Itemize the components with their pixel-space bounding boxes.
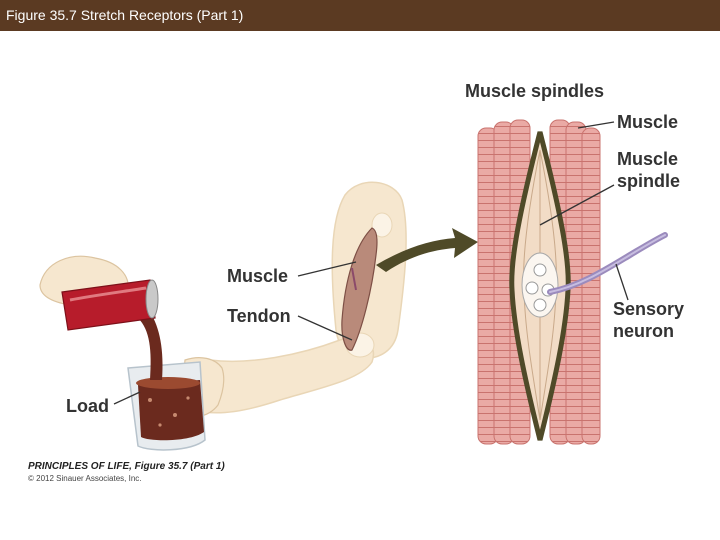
copyright-credit: © 2012 Sinauer Associates, Inc.: [28, 474, 142, 483]
sensory-neuron-label-line2: neuron: [613, 321, 674, 341]
tendon-label: Tendon: [227, 306, 291, 326]
load-label: Load: [66, 396, 109, 416]
figure-credit: PRINCIPLES OF LIFE, Figure 35.7 (Part 1): [28, 461, 225, 472]
sensory-neuron-label-line1: Sensory: [613, 299, 685, 319]
arm: [205, 182, 406, 413]
muscle-spindles-heading: Muscle spindles: [465, 81, 605, 101]
page-title: Figure 35.7 Stretch Receptors (Part 1): [6, 7, 244, 23]
muscle-spindle-label-line1: Muscle: [617, 149, 679, 169]
muscle-label-arm: Muscle: [227, 266, 289, 286]
title-bar: [0, 0, 720, 31]
glass-load: [128, 362, 205, 450]
muscle-label-right: Muscle: [617, 112, 679, 132]
muscle-spindle-label-line2: spindle: [617, 171, 681, 191]
